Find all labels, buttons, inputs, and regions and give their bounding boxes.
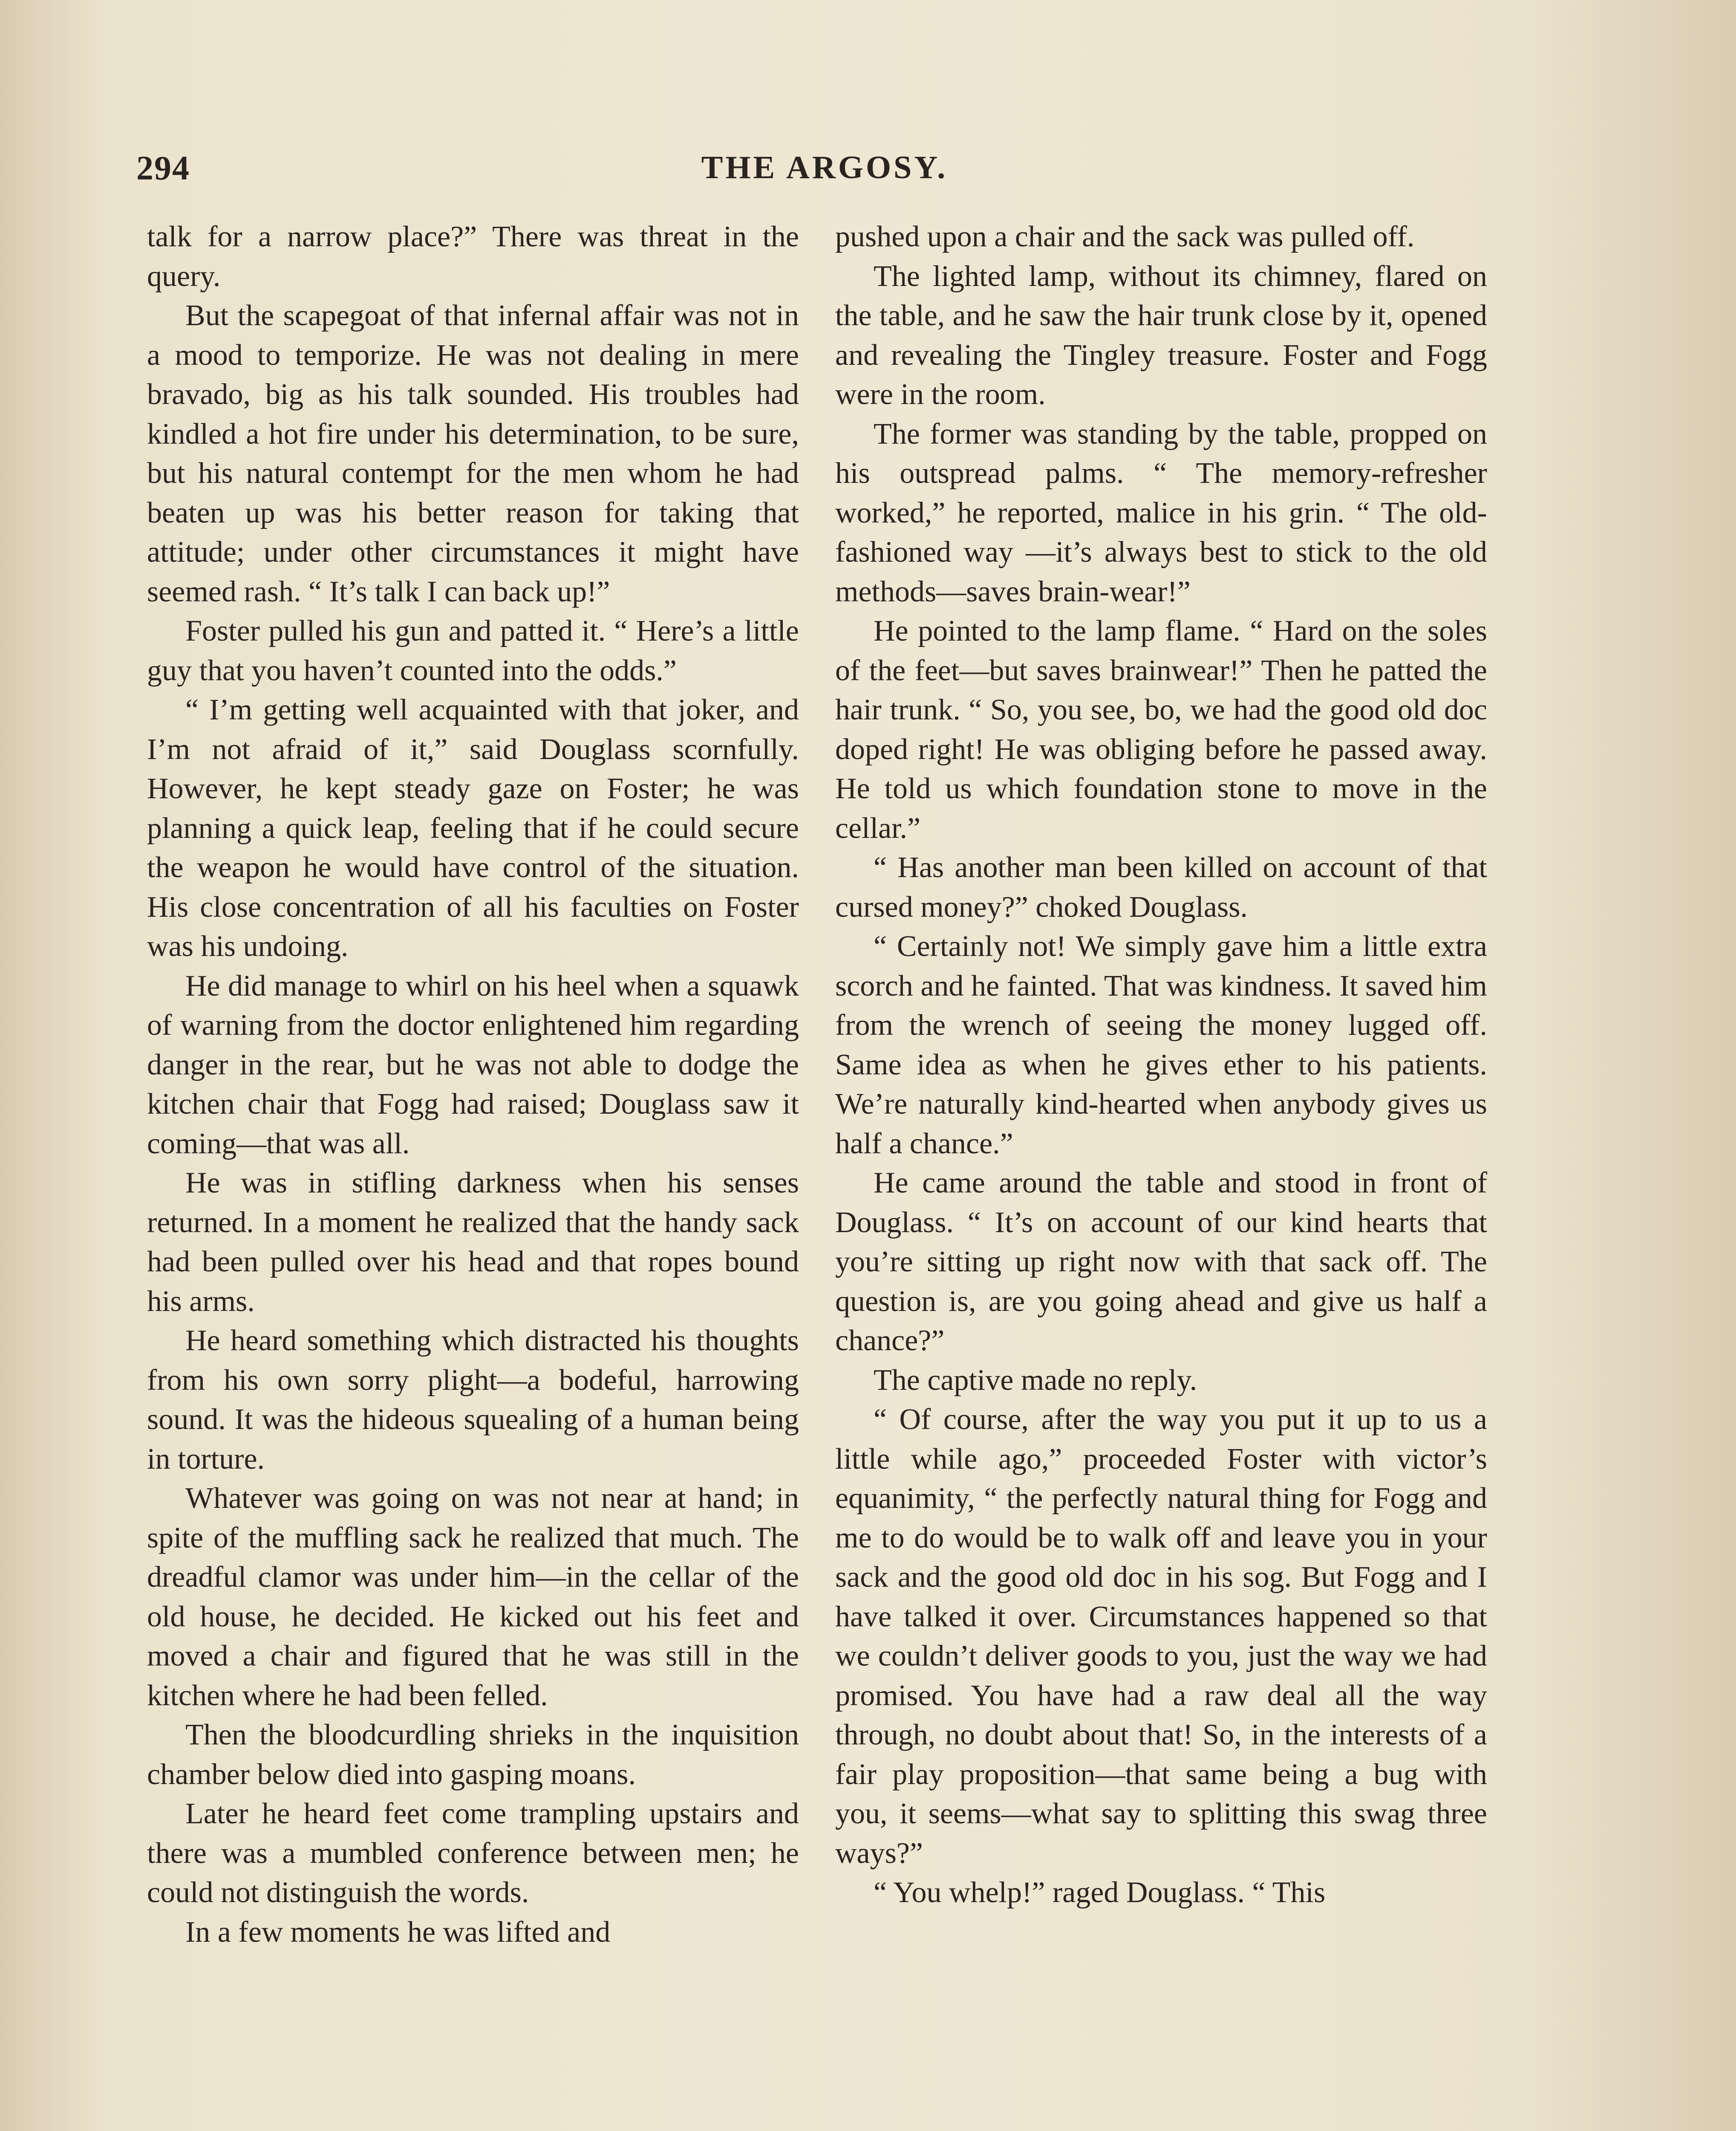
paragraph: Whatever was going on was not near at hand; in spite of the muffling sack he realized that much. The dreadful clamor was under him—in the cellar of the old house, he decided. He kicked out his feet and moved a chair and figured that he was still in the kitchen where he had been felled. bbox=[147, 1482, 799, 1712]
paragraph: In a few moments he was lifted and bbox=[185, 1915, 611, 1949]
paragraph: He was in stifling darkness when his senses returned. In a moment he realized that the handy sack had been pulled over his head and that ropes bound his arms. bbox=[147, 1167, 799, 1318]
paragraph: He pointed to the lamp flame. “ Hard on the soles of the feet—but saves brainwear!” Then he patted the hair trunk. “ So, you see, bo, we had the good old doc doped right! He was obliging before he passed away. He told us which foundation stone to move in the cellar.” bbox=[835, 615, 1487, 845]
paragraph: Foster pulled his gun and patted it. “ Here’s a little guy that you haven’t counted into the odds.” bbox=[147, 615, 799, 687]
paragraph: “ You whelp!” raged Douglass. “ This bbox=[874, 1876, 1326, 1909]
page-number: 294 bbox=[136, 150, 190, 187]
paragraph: He heard something which distracted his thoughts from his own sorry plight—a bodeful, harrowing sound. It was the hideous squealing of a human being in torture. bbox=[147, 1324, 799, 1476]
page-header bbox=[136, 149, 1513, 200]
running-title: THE ARGOSY. bbox=[701, 150, 948, 185]
paragraph: “ Certainly not! We simply gave him a little extra scorch and he fainted. That was kindness. It saved him from the wrench of seeing the money lugged off. Same idea as when he gives ether to his patients. We’re naturally kind-hearted when anybody gives us half a chance.” bbox=[835, 930, 1487, 1160]
paragraph: “ I’m getting well acquainted with that joker, and I’m not afraid of it,” said Douglass scornfully. However, he kept steady gaze on Foster; he was planning a quick leap, feeling that if he could secure the weapon he would have control of the situation. His close concentration of all his faculties on Foster was his undoing. bbox=[147, 693, 799, 963]
paragraph: pushed upon a chair and the sack was pulled off. bbox=[835, 220, 1415, 253]
paragraph: Later he heard feet come trampling upstairs and there was a mumbled conference between men; he could not distinguish the words. bbox=[147, 1797, 799, 1909]
paragraph: talk for a narrow place?” There was threat in the query. bbox=[147, 220, 799, 293]
paragraph: “ Of course, after the way you put it up to us a little while ago,” proceeded Foster with victor’s equanimity, “ the perfectly natural thing for Fogg and me to do would be to walk off and leave you in your sack and the good old doc in his sog. But Fogg and I have talked it over. Circumstances happened so that we couldn’t deliver goods to you, just the way we had promised. You have had a raw deal all the way through, no doubt about that! So, in the interests of a fair play proposition—that same being a bug with you, it seems—what say to splitting this swag three ways?” bbox=[835, 1403, 1487, 1870]
left-text-column bbox=[147, 217, 799, 2131]
paragraph: “ Has another man been killed on account of that cursed money?” choked Douglass. bbox=[835, 851, 1487, 924]
paragraph: The captive made no reply. bbox=[874, 1363, 1197, 1397]
paragraph: But the scapegoat of that infernal affair was not in a mood to temporize. He was not dealing in mere bravado, big as his talk sounded. His troubles had kindled a hot fire under his determination, to be sure, but his natural contempt for the men whom he had beaten up was his better reason for taking that attitude; under other circumstances it might have seemed rash. “ It’s talk I can back up!” bbox=[147, 299, 799, 608]
paragraph: He did manage to whirl on his heel when a squawk of warning from the doctor enlightened him regarding danger in the rear, but he was not able to dodge the kitchen chair that Fogg had raised; Douglass saw it coming—that was all. bbox=[147, 969, 799, 1160]
paragraph: He came around the table and stood in front of Douglass. “ It’s on account of our kind hearts that you’re sitting up right now with that sack off. The question is, are you going ahead and give us half a chance?” bbox=[835, 1167, 1487, 1357]
paragraph: Then the bloodcurdling shrieks in the inquisition chamber below died into gasping moans. bbox=[147, 1718, 799, 1791]
paragraph: The former was standing by the table, propped on his outspread palms. “ The memory-refresher worked,” he reported, malice in his grin. “ The old-fashioned way —it’s always best to stick to the old methods—saves brain-wear!” bbox=[835, 417, 1487, 608]
paragraph: The lighted lamp, without its chimney, flared on the table, and he saw the hair trunk close by it, opened and revealing the Tingley treasure. Foster and Fogg were in the room. bbox=[835, 260, 1487, 411]
right-text-column bbox=[835, 217, 1487, 2131]
